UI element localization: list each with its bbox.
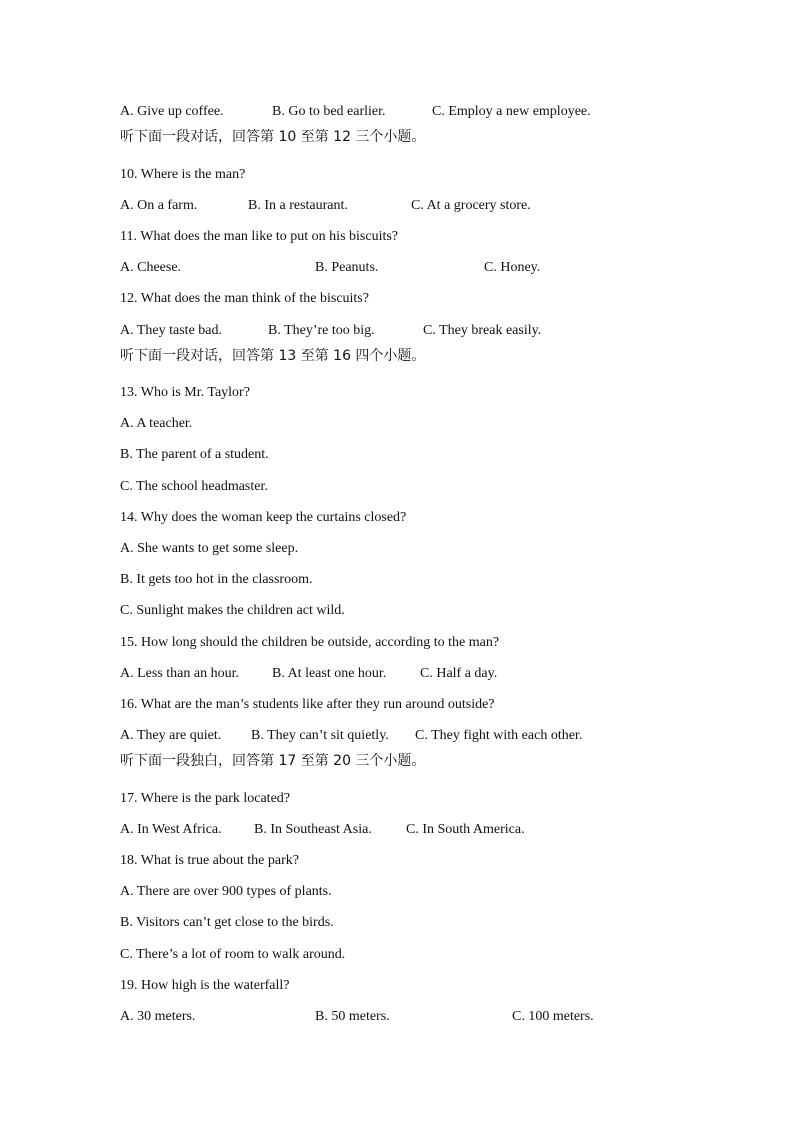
q17-option-a: A. In West Africa. xyxy=(120,822,222,837)
q19-option-b: B. 50 meters. xyxy=(315,1009,390,1024)
q11-stem: 11. What does the man like to put on his biscuits? xyxy=(120,229,399,244)
q12-option-c: C. They break easily. xyxy=(423,323,542,338)
q16-option-b: B. They can’t sit quietly. xyxy=(251,728,389,743)
q14-stem: 14. Why does the woman keep the curtains closed? xyxy=(120,510,407,525)
q15-option-a: A. Less than an hour. xyxy=(120,666,239,681)
q15-option-b: B. At least one hour. xyxy=(272,666,387,681)
q18-option-c: C. There’s a lot of room to walk around. xyxy=(120,947,346,962)
q19-option-c: C. 100 meters. xyxy=(512,1009,594,1024)
q11-option-a: A. Cheese. xyxy=(120,260,182,275)
q12-stem: 12. What does the man think of the biscuits? xyxy=(120,291,369,306)
q10-option-b: B. In a restaurant. xyxy=(248,198,348,213)
q16-option-c: C. They fight with each other. xyxy=(415,728,583,743)
q12-option-b: B. They’re too big. xyxy=(268,323,375,338)
q9-option-a: A. Give up coffee. xyxy=(120,104,224,119)
q12-option-a: A. They taste bad. xyxy=(120,323,222,338)
q17-option-b: B. In Southeast Asia. xyxy=(254,822,372,837)
q13-stem: 13. Who is Mr. Taylor? xyxy=(120,385,250,400)
q10-stem: 10. Where is the man? xyxy=(120,167,246,182)
q10-option-a: A. On a farm. xyxy=(120,198,198,213)
q13-option-c: C. The school headmaster. xyxy=(120,479,268,494)
q19-option-a: A. 30 meters. xyxy=(120,1009,196,1024)
q15-option-c: C. Half a day. xyxy=(420,666,498,681)
q17-option-c: C. In South America. xyxy=(406,822,525,837)
q14-option-b: B. It gets too hot in the classroom. xyxy=(120,572,313,587)
q16-stem: 16. What are the man’s students like after they run around outside? xyxy=(120,697,495,712)
q16-option-a: A. They are quiet. xyxy=(120,728,222,743)
q14-option-c: C. Sunlight makes the children act wild. xyxy=(120,603,345,618)
q19-stem: 19. How high is the waterfall? xyxy=(120,978,290,993)
section-heading-17-20: 听下面一段独白，回答第 17 至第 20 三个小题。 xyxy=(120,753,426,769)
q11-option-b: B. Peanuts. xyxy=(315,260,379,275)
q13-option-a: A. A teacher. xyxy=(120,416,193,431)
q11-option-c: C. Honey. xyxy=(484,260,541,275)
section-heading-10-12: 听下面一段对话，回答第 10 至第 12 三个小题。 xyxy=(120,129,426,145)
q14-option-a: A. She wants to get some sleep. xyxy=(120,541,299,556)
q18-option-a: A. There are over 900 types of plants. xyxy=(120,884,332,899)
q18-option-b: B. Visitors can’t get close to the birds. xyxy=(120,915,334,930)
q15-stem: 15. How long should the children be outside, according to the man? xyxy=(120,635,500,650)
q13-option-b: B. The parent of a student. xyxy=(120,447,269,462)
section-heading-13-16: 听下面一段对话，回答第 13 至第 16 四个小题。 xyxy=(120,348,426,364)
q17-stem: 17. Where is the park located? xyxy=(120,791,291,806)
q9-option-c: C. Employ a new employee. xyxy=(432,104,591,119)
q18-stem: 18. What is true about the park? xyxy=(120,853,299,868)
q9-option-b: B. Go to bed earlier. xyxy=(272,104,386,119)
q10-option-c: C. At a grocery store. xyxy=(411,198,531,213)
